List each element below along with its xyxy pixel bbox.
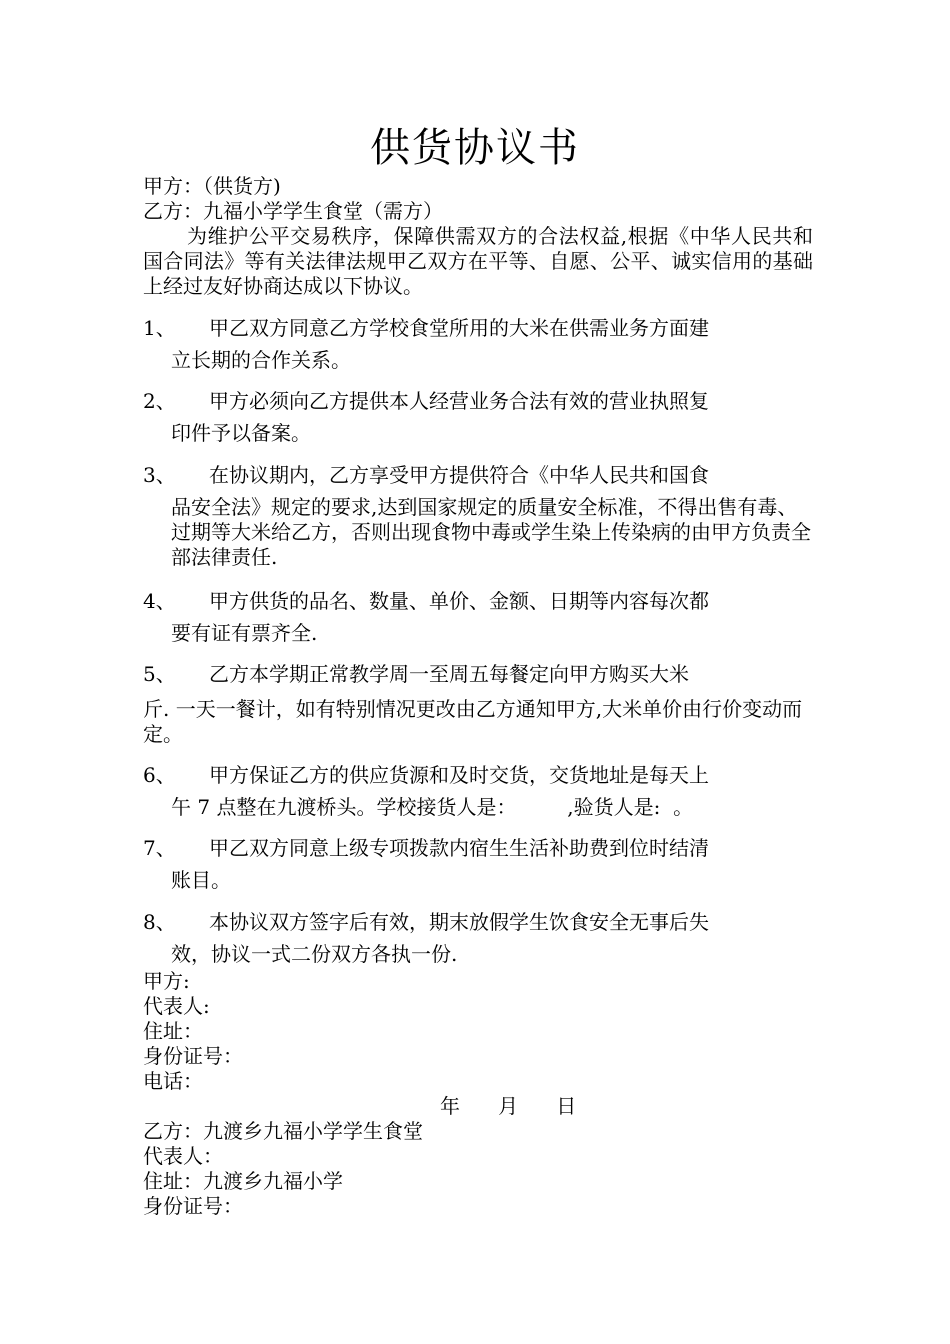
clause-number: 8、 bbox=[143, 910, 176, 934]
clause-continuation: 印件予以备案。 bbox=[171, 421, 311, 445]
sig-b-party: 乙方：九渡乡九福小学学生食堂 bbox=[143, 1119, 423, 1143]
date-line: 年 月 日 bbox=[440, 1094, 577, 1118]
clause-continuation: 立长期的合作关系。 bbox=[171, 348, 351, 372]
sig-b-representative: 代表人： bbox=[143, 1144, 223, 1168]
clause-number: 7、 bbox=[143, 836, 176, 860]
party-a-line: 甲方：（供货方) bbox=[143, 174, 281, 198]
intro-paragraph: 为维护公平交易秩序，保障供需双方的合法权益,根据《中华人民共和国合同法》等有关法律法规甲乙双方在平等、自愿、公平、诚实信用的基础上经过友好协商达成以下协议。 bbox=[143, 224, 813, 298]
clause-continuation: 要有证有票齐全. bbox=[171, 621, 318, 645]
clause-text: 乙方本学期正常教学周一至周五每餐定向甲方购买大米 bbox=[209, 662, 689, 686]
sig-b-id-number: 身份证号： bbox=[143, 1194, 243, 1218]
clause-text: 甲方供货的品名、数量、单价、金额、日期等内容每次都 bbox=[209, 589, 709, 613]
sig-a-phone: 电话： bbox=[143, 1069, 203, 1093]
clause-text: 甲乙双方同意上级专项拨款内宿生生活补助费到位时结清 bbox=[209, 836, 709, 860]
sig-a-representative: 代表人: bbox=[143, 994, 210, 1018]
clause-text: 本协议双方签字后有效，期末放假学生饮食安全无事后失 bbox=[209, 910, 709, 934]
clause-number: 1、 bbox=[143, 316, 176, 340]
clause-continuation: 账目。 bbox=[171, 868, 231, 892]
clause-number: 4、 bbox=[143, 589, 176, 613]
clause-text: 甲方保证乙方的供应货源和及时交货，交货地址是每天上 bbox=[209, 763, 709, 787]
sig-a-id-number: 身份证号： bbox=[143, 1044, 243, 1068]
clause-text: 甲方必须向乙方提供本人经营业务合法有效的营业执照复 bbox=[209, 389, 709, 413]
clause-continuation: 午 7 点整在九渡桥头。学校接货人是： ,验货人是: 。 bbox=[171, 795, 694, 819]
clause-text: 在协议期内，乙方享受甲方提供符合《中华人民共和国食 bbox=[209, 463, 709, 487]
clause-text: 甲乙双方同意乙方学校食堂所用的大米在供需业务方面建 bbox=[209, 316, 709, 340]
clause-number: 5、 bbox=[143, 662, 176, 686]
clause-number: 6、 bbox=[143, 763, 176, 787]
document-title: 供货协议书 bbox=[370, 125, 580, 171]
clause-5-continuation: 斤. 一天一餐计，如有特别情况更改由乙方通知甲方,大米单价由行价变动而定。 bbox=[143, 697, 803, 746]
sig-b-address: 住址：九渡乡九福小学 bbox=[143, 1169, 343, 1193]
clause-continuation: 效，协议一式二份双方各执一份. bbox=[171, 942, 458, 966]
party-b-line: 乙方：九福小学学生食堂（需方） bbox=[143, 199, 443, 223]
clause-continuation: 品安全法》规定的要求,达到国家规定的质量安全标准，不得出售有毒、过期等大米给乙方，否则出现食物中毒或学生染上传染病的由甲方负责全部法律责任. bbox=[171, 495, 811, 569]
clause-number: 2、 bbox=[143, 389, 176, 413]
sig-a-party: 甲方: bbox=[143, 969, 190, 993]
sig-a-address: 住址： bbox=[143, 1019, 203, 1043]
clause-number: 3、 bbox=[143, 463, 176, 487]
